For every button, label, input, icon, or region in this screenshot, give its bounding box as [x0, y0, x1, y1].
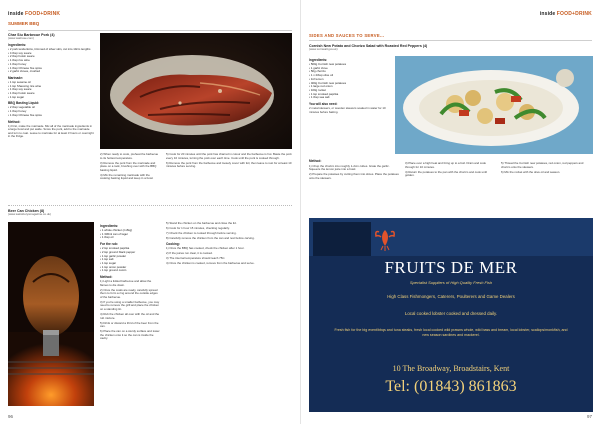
rub-item: • 2 tsp smoked paprika — [100, 246, 130, 251]
marinade-item: • 1 tbsp soy sauce — [8, 87, 32, 92]
rub-item: • 1 tsp ground cumin — [100, 268, 127, 273]
recipe2-ingredient-list — [100, 229, 160, 240]
recipe1-bbq-label: BBQ Basting Liquid: — [8, 101, 40, 106]
beer-can-chicken-photo — [8, 222, 94, 406]
page-number-right: 97 — [586, 414, 592, 419]
recipe1-method-3: 3) Remove the pork from the marinade and place on a rack, brushing over with the BBQ basting liquid. — [100, 160, 157, 172]
recipe2-step-4: 4) Rub the chicken all over with the oil and the rub mixture. — [100, 311, 160, 320]
potato-salad-photo — [395, 56, 593, 154]
fruits-de-mer-advert — [309, 218, 593, 412]
recipe1-ingredients — [8, 33, 94, 139]
ingredient-item: • 1 tbsp sea salt — [309, 95, 330, 100]
recipe3-method-col1 — [309, 158, 399, 182]
recipe3-method-label: Method: — [309, 159, 322, 163]
advert-address: 10 The Broadway, Broadstairs, Kent — [392, 364, 510, 373]
recipe2-step-b2: 6) Cook for 1 hour 15 minutes, checking regularly. — [166, 225, 230, 230]
recipe-divider — [8, 205, 292, 206]
ingredient-item: • 1 x 2tbsp olive oil — [309, 73, 333, 78]
recipe2-ingredients-label: Ingredients: — [100, 224, 119, 228]
ingredient-item: • 2 pork tenderloins, trimmed of silver skin, cut into 10cm lengths — [8, 47, 91, 51]
recipe3-step-3: 3) Place over a high heat and bring up to a boil. Drain and cook through for 10 minutes. — [405, 161, 486, 169]
ingredient-item: • 1 tbsp oil — [100, 235, 114, 240]
recipe2-rub-label: For the rub: — [100, 242, 118, 247]
right-page — [300, 0, 600, 424]
recipe2-step-6: 6) Place the can on a sturdy surface and lower the chicken onto it so the can is inside the cavity. — [100, 329, 160, 341]
sides-rule — [309, 40, 592, 41]
recipe3-serve-note: 2 metal skewers, or wooden skewers soaked in water for 10 minutes before baking. — [309, 106, 386, 114]
recipe3-method-col3 — [501, 162, 593, 176]
recipe1-method-2: 2) When ready to cook, preheat the barbecue to its hottest temperature. — [100, 152, 159, 160]
recipe2-step-5: 5) Drink or discard a third of the beer from the can. — [100, 320, 159, 329]
recipe1-method-1: 1) First, make the marinade. Mix all of the marinade ingredients in a large bowl and put aside. Score the pork, add to the marinade and turn to coat. Leave to marinate for at least 3 hours or overnight in the fridge. — [8, 123, 94, 139]
basting-item: • 1 tbsp Chinese five spice — [8, 112, 42, 117]
ingredient-item: • 1 tbsp honey — [8, 61, 27, 66]
header-section: FOOD+DRINK — [25, 11, 61, 17]
recipe1-marinade-list — [8, 81, 94, 100]
brand-label: inside — [8, 11, 24, 17]
recipe1-ingredients-label: Ingredients: — [8, 43, 27, 47]
marinade-item: • 1 tbsp hoisin sauce — [8, 91, 35, 96]
recipe2-step-2: 2) Once the coals are ready, carefully spread them to form a ring around the outside edges of the barbecue. — [100, 287, 158, 299]
rub-item: • 2 tsp ground black pepper — [100, 249, 136, 254]
advert-line3: Fresh fish for the big event/bbqs and tuna steaks, fresh local cooked wild prawns whole, wild bass and bream, local lobster, scallops/monkfish, and new season sardines and mackerel. — [334, 328, 568, 337]
recipe3-heading — [309, 44, 549, 52]
recipe3-ingredient-list — [309, 63, 389, 100]
recipe1-bbq-list — [8, 106, 94, 117]
ingredient-item: • 1/2 lemon — [309, 76, 324, 81]
recipe3-step-1: 1) Chop the chorizo into roughly 1-2cm cubes. Grate the garlic. Squeeze the lemon juice into a bowl. — [309, 163, 390, 172]
lobster-icon — [371, 228, 399, 252]
recipe2-step-1: 1) Light a lidded barbecue and allow the flames to die down. — [100, 279, 152, 287]
rub-item: • 1 tsp salt — [100, 257, 114, 262]
header-rule — [8, 30, 292, 31]
advert-logo-text: FRUITS DE MER — [384, 258, 518, 277]
recipe3-step-2: 2) Prepare the potatoes by cutting them into slices. Place the potatoes onto the skewers. — [309, 172, 399, 180]
recipe2-cook-1: 1) Once the BBQ has cooked, check the chicken after 1 hour. — [166, 246, 245, 251]
ingredient-item: • 1 whole chicken (1.8kg) — [100, 228, 133, 232]
recipe2-title: Beer Can Chicken (8) — [8, 209, 45, 213]
recipe2-cook-3: 3) The internal temperature should reach 75C. — [166, 256, 226, 261]
salad-image — [395, 56, 593, 154]
recipe1-method-col3 — [166, 153, 292, 170]
recipe2-step-3: 3) If you're using a smaller barbecue, you may need to remove the grill and place the chicken on a standing tin. — [100, 299, 160, 311]
recipe2-method-label: Method: — [100, 275, 113, 280]
marinade-item: • 1 tsp sesame oil — [8, 79, 31, 84]
ingredient-item: • 2 tbsp hoisin sauce — [8, 54, 35, 59]
recipe1-method-5: 5) Cook for 20 minutes until the pork has charred in colour and the barbecue is hot. Baste the pork every 10 minutes, turning the pork over each time. Cook until the pork is cooked through. — [166, 152, 292, 160]
recipe3-title: Cornish New Potato and Chorizo Salad with Roasted Red Peppers (4) — [309, 44, 428, 48]
recipe2-cook-2: 2) If the juices run clear, it is cooked. — [166, 251, 213, 256]
recipe2-cooking-label: Cooking: — [166, 241, 180, 246]
recipe3-step-4: 4) Return the potatoes to the pan with the chorizo and cook until golden. — [405, 169, 487, 178]
recipe2-col2 — [166, 222, 292, 267]
ingredient-item: • 1 tbsp rice wine — [8, 58, 30, 63]
left-page-header — [8, 9, 60, 19]
recipe1-subtitle: (www.waitrose.com) — [8, 36, 34, 41]
basting-item: • 2 tbsp vegetable oil — [8, 105, 35, 110]
marinade-item: • 1 tsp sugar — [8, 94, 25, 99]
advert-line2: Local cooked lobster cooked and dressed daily. — [404, 311, 498, 316]
recipe1-method-6: 6) Remove the pork from the barbecue and loosely cover with foil, then leave to rest for at least 10 minutes before serving. — [166, 160, 292, 169]
header-section-right: FOOD+DRINK — [556, 11, 592, 17]
recipe1-title: Char Siu Barbecue Pork (4) — [8, 33, 55, 37]
recipe2-method-a — [100, 280, 160, 341]
right-page-header — [540, 9, 592, 19]
recipe3-ingredients-label: Ingredients: — [309, 58, 328, 62]
char-siu-pork-photo — [100, 33, 292, 149]
pork-image — [100, 33, 292, 149]
recipe2-cook-4: 4) Once the chicken is cooked, remove from the barbecue and serve. — [166, 261, 255, 266]
rub-item: • 1 tsp onion powder — [100, 264, 127, 269]
sides-section-title: SIDES AND SAUCES TO SERVE... — [309, 33, 385, 38]
ingredient-item: • 50g chorizo — [309, 69, 326, 74]
recipe1-method-col2 — [100, 153, 160, 182]
recipe1-ingredient-list — [8, 48, 94, 74]
recipe3-method-col2 — [405, 162, 495, 179]
marinade-item: • 1 tsp Shaoxing rice wine — [8, 83, 42, 88]
ingredient-item: • 4 tbsp soy sauce — [8, 50, 32, 55]
page-number-left: 96 — [8, 414, 14, 419]
recipe2-step-b3: 7) Check the chicken is cooked through before serving. — [166, 230, 237, 235]
chicken-image — [8, 222, 94, 406]
ingredient-item: • 1 tsp smoked paprika — [309, 91, 339, 96]
recipe3-ingredients — [309, 56, 389, 114]
rub-item: • 1 tsp sugar — [100, 260, 117, 265]
ingredient-item: • 1 garlic clove — [309, 65, 328, 70]
rub-item: • 1 tsp garlic powder — [100, 253, 127, 258]
recipe2-step-b1: 5) Stand the chicken on the barbecue and close the lid. — [166, 221, 237, 225]
ingredient-item: • 500g Cornish new potatoes — [309, 62, 347, 66]
recipe3-step-6: 6) Mix the rocket with the olive oil and season. — [501, 169, 561, 174]
ingredient-item: • 1 tbsp Chinese five spice — [8, 65, 42, 70]
ingredient-item: • 100g rocket — [309, 87, 326, 92]
recipe3-step-5: 5) Thread the Cornish new potatoes, red onion, red peppers and chorizo onto the skewers. — [501, 161, 584, 169]
ingredient-item: • 1 330ml can of lager — [100, 231, 129, 236]
left-section-title: SUMMER BBQ — [8, 21, 40, 26]
recipe2-heading — [8, 209, 128, 217]
basting-item: • 1 tbsp honey — [8, 109, 27, 114]
recipe2-subtitle: (www.sainsburysmagazine.co.uk) — [8, 212, 51, 217]
recipe2-col1 — [100, 222, 160, 342]
advert-phone: Tel: (01843) 861863 — [385, 378, 517, 395]
recipe2-rub-list — [100, 247, 160, 273]
ingredient-item: • 2 garlic cloves, crushed — [8, 69, 41, 74]
ingredient-item: • 1 large red onion — [309, 84, 333, 89]
advert-tagline: Specialist Suppliers of High Quality Fresh Fish — [409, 280, 493, 285]
recipe2-step-b4: 8) Carefully remove the chicken from the can and rest before carving. — [166, 235, 255, 240]
recipe1-method-label: Method: — [8, 119, 21, 124]
advert-line1: High Class Fishmongers, Caterers, Poulterers and Game Dealers — [387, 294, 515, 299]
recipe3-subtitle: (www.cornwall.gov.uk) — [309, 47, 338, 52]
brand-label-right: inside — [539, 11, 556, 17]
recipe3-serve-label: You will also need: — [309, 102, 338, 107]
recipe1-method-4: 4) Mix the remaining marinade with the cooking basting liquid and keep in a bowl. — [100, 172, 154, 181]
recipe1-marinade-label: Marinade: — [8, 75, 24, 80]
ingredient-item: • 400g Cornish new potatoes — [309, 80, 347, 85]
